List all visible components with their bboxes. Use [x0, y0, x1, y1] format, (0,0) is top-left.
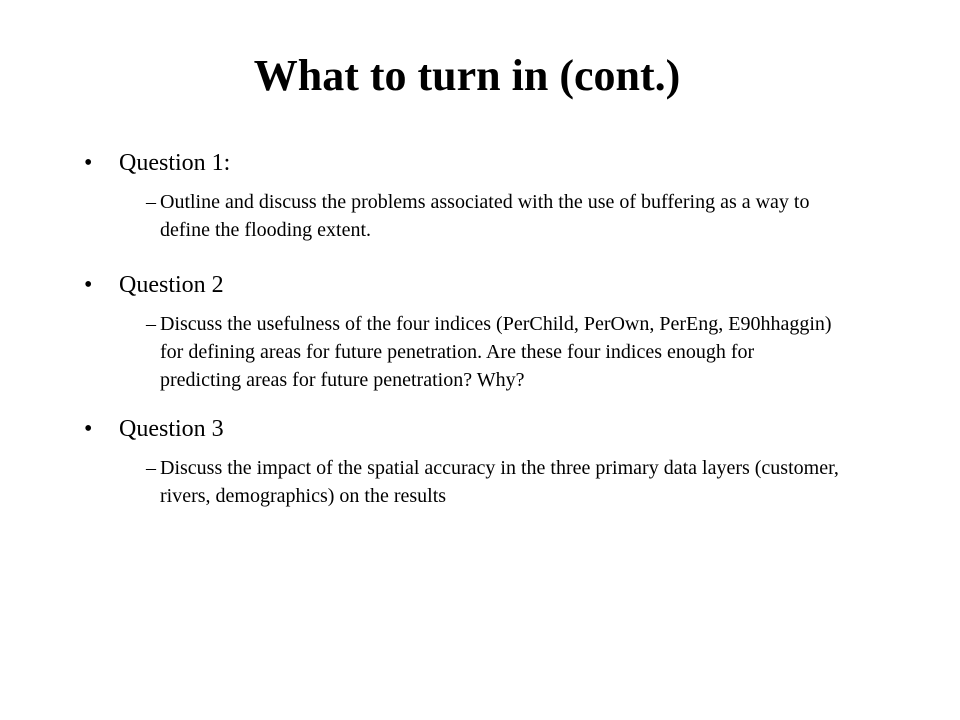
- sub-point: [84, 454, 884, 510]
- bullet-icon: •: [84, 416, 93, 442]
- sub-point: [84, 188, 884, 244]
- dash-icon: –: [146, 191, 156, 213]
- question-label: Question 2: [119, 272, 224, 298]
- question-detail: Outline and discuss the problems associated with the use of buffering as a way to define the flooding extent.: [160, 191, 810, 241]
- bullet-line: [84, 148, 884, 178]
- question-item-3: [84, 414, 884, 510]
- bullet-line: [84, 414, 884, 444]
- sub-point: [84, 310, 884, 394]
- question-detail: Discuss the usefulness of the four indices (PerChild, PerOwn, PerEng, E90hhaggin) for defining areas for future penetration. Are these four indices enough for predicting areas for future penetration? Why?: [160, 313, 832, 391]
- question-item-2: [84, 270, 884, 394]
- bullet-line: [84, 270, 884, 300]
- bullet-icon: •: [84, 150, 93, 176]
- question-label: Question 1:: [119, 150, 231, 176]
- dash-icon: –: [146, 313, 156, 335]
- slide-title: What to turn in (cont.): [253, 51, 681, 100]
- question-label: Question 3: [119, 416, 224, 442]
- dash-icon: –: [146, 457, 156, 479]
- bullet-icon: •: [84, 272, 93, 298]
- question-item-1: [84, 148, 884, 244]
- question-detail: Discuss the impact of the spatial accuracy in the three primary data layers (customer, rivers, demographics) on the results: [160, 457, 839, 507]
